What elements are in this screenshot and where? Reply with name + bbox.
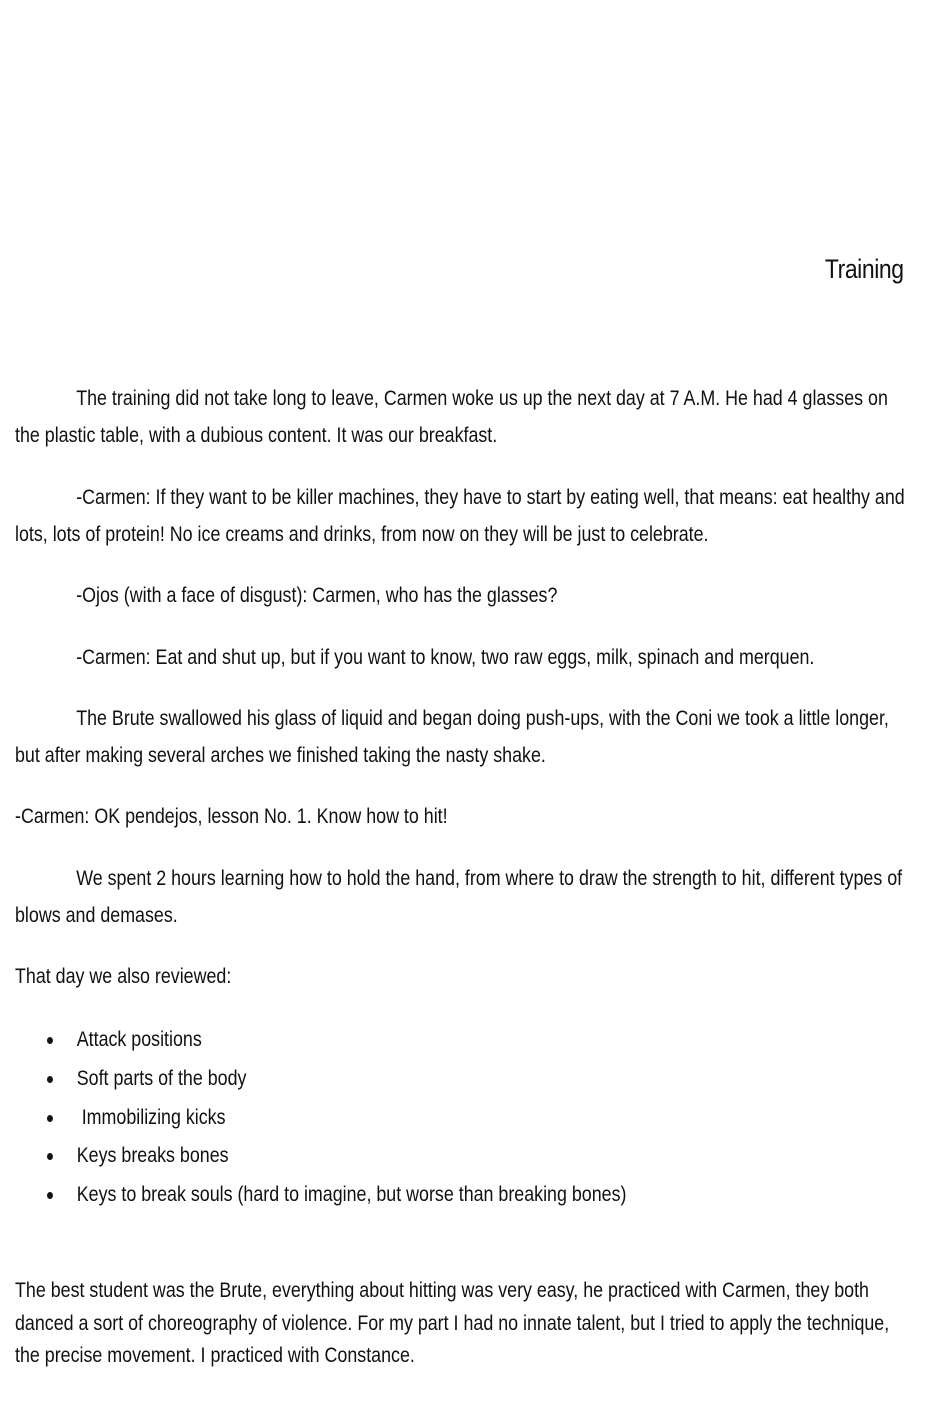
paragraph-3: -Ojos (with a face of disgust): Carmen, who has the glasses? xyxy=(76,584,558,607)
list-item xyxy=(47,1137,626,1176)
list-item-text: Keys to break souls (hard to imagine, but worse than breaking bones) xyxy=(76,1183,627,1207)
bullet-icon xyxy=(47,1153,53,1160)
bullet-icon xyxy=(47,1115,53,1122)
bullet-list xyxy=(47,1021,626,1215)
paragraph-5: The Brute swallowed his glass of liquid and began doing push-ups, with the Coni we took a little longer, but after making several arches we finished taking the nasty shake. xyxy=(15,707,889,767)
paragraph-9: The best student was the Brute, everything about hitting was very easy, he practiced with Carmen, they both danced a sort of choreography of violence. For my part I had no innate talent, but I tried to apply the technique, the precise movement. I practiced with Constance. xyxy=(15,1279,890,1367)
paragraph-1: The training did not take long to leave, Carmen woke us up the next day at 7 A.M. He had 4 glasses on the plastic table, with a dubious content. It was our breakfast. xyxy=(15,387,888,447)
paragraph-6: -Carmen: OK pendejos, lesson No. 1. Know how to hit! xyxy=(15,805,448,828)
bullet-icon xyxy=(47,1037,53,1044)
list-item-text: Immobilizing kicks xyxy=(76,1105,226,1129)
paragraph-2: -Carmen: If they want to be killer machines, they have to start by eating well, that means: eat healthy and lots, lots of protein! No ice creams and drinks, from now on they will be just to celebrate. xyxy=(15,486,905,546)
list-item-text: Attack positions xyxy=(76,1028,202,1051)
list-item-text: Keys breaks bones xyxy=(76,1144,229,1168)
list-item-text: Soft parts of the body xyxy=(76,1066,247,1090)
bullet-icon xyxy=(47,1076,53,1083)
bullet-icon xyxy=(47,1192,53,1199)
list-item xyxy=(47,1060,626,1099)
paragraph-8: That day we also reviewed: xyxy=(15,965,232,988)
paragraph-7: We spent 2 hours learning how to hold the hand, from where to draw the strength to hit, different types of blows and demases. xyxy=(15,867,903,927)
list-item xyxy=(47,1099,626,1138)
list-item xyxy=(47,1176,626,1215)
chapter-title: Training xyxy=(825,254,904,284)
list-item xyxy=(47,1021,626,1060)
paragraph-4: -Carmen: Eat and shut up, but if you want to know, two raw eggs, milk, spinach and merquen. xyxy=(76,646,815,669)
